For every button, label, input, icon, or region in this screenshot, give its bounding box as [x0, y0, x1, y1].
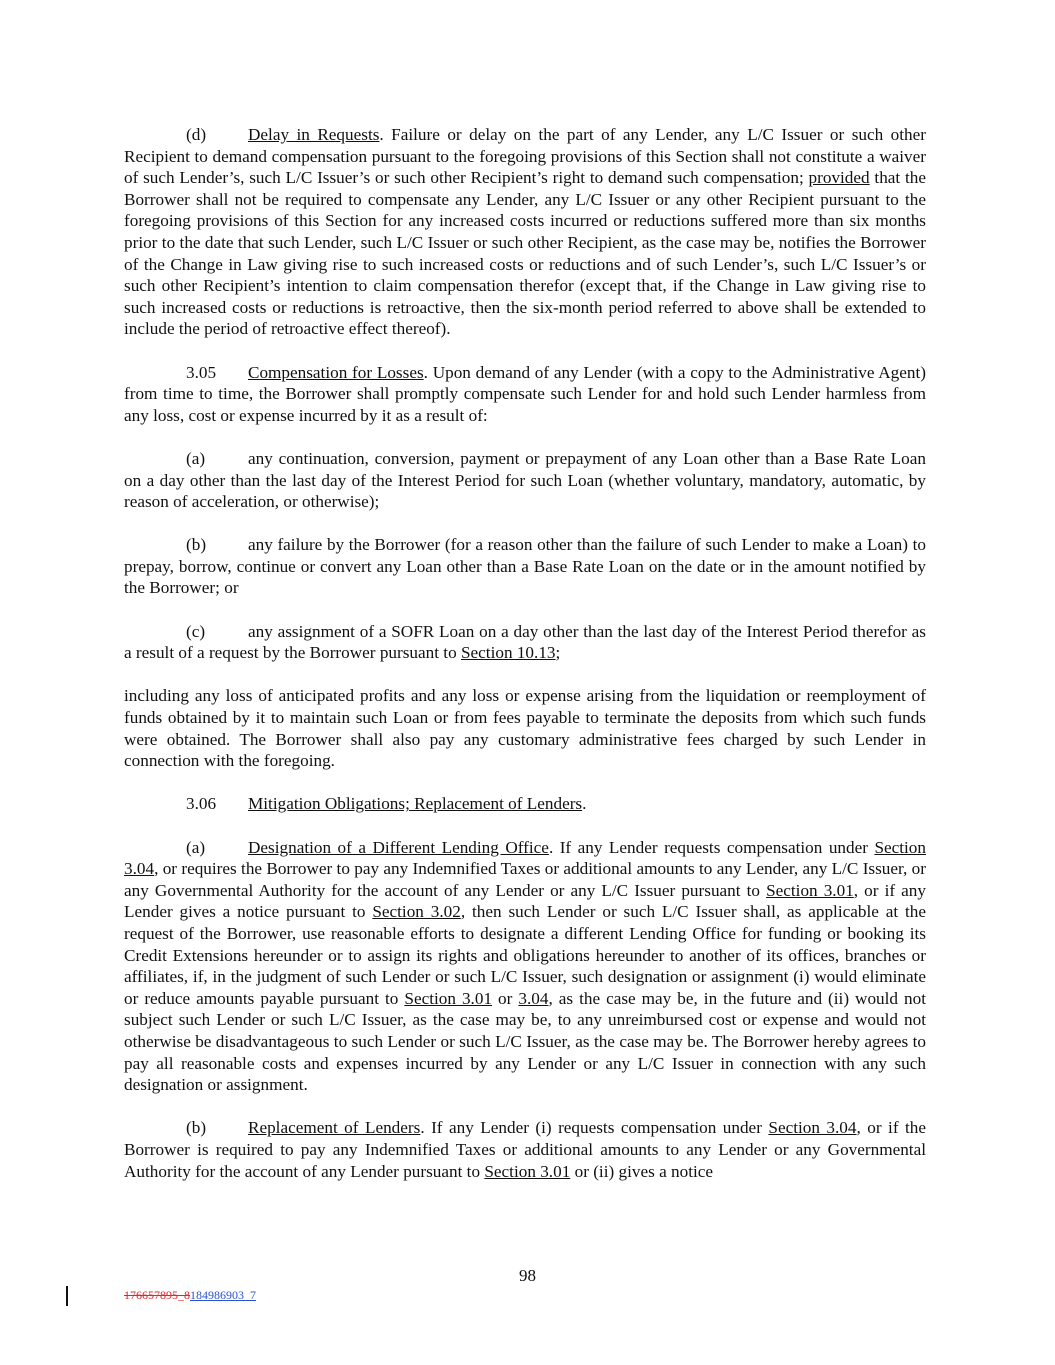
- document-id-deleted: 176657895_8: [124, 1288, 190, 1302]
- section-number: 3.06: [186, 794, 217, 814]
- document-id: [124, 1288, 256, 1303]
- section-3-05-a: (a) any continuation, conversion, payment or prepayment of any Loan other than a Base Rate Loan on a day other than the last day of the Interest Period for such Loan (whether voluntary, mandatory, automatic, by reason of acceleration, or otherwise);: [124, 448, 926, 512]
- provided-term: provided: [808, 168, 870, 188]
- section-reference: Section 3.01: [766, 880, 854, 900]
- section-reference: Section 3.04: [124, 837, 926, 879]
- clause-label: (a): [186, 448, 206, 468]
- clause-label: (b): [186, 535, 207, 555]
- section-3-05-c: (c) any assignment of a SOFR Loan on a day other than the last day of the Interest Period therefor as a result of a request by the Borrower pursuant to Section 10.13;: [124, 621, 926, 663]
- section-heading: Mitigation Obligations; Replacement of Lenders: [248, 794, 583, 814]
- paragraph-d-delay-in-requests: (d) Delay in Requests. Failure or delay on the part of any Lender, any L/C Issuer or such other Recipient to demand compensation pursuant to the foregoing provisions of this Section shall not constitute a waiver of such Lender’s, such L/C Issuer’s or such other Recipient’s right to demand such compensation; provided that the Borrower shall not be required to compensate any Lender, any L/C Issuer or any other Recipient pursuant to the foregoing provisions of this Section for any increased costs incurred or reductions suffered more than six months prior to the date that such Lender, such L/C Issuer or such other Recipient, as the case may be, notifies the Borrower of the Change in Law giving rise to such increased costs or reductions and of such Lender’s, such L/C Issuer’s or such other Recipient’s intention to claim compensation therefor (except that, if the Change in Law giving rise to such increased costs or reductions is retroactive, then the six-month period referred to above shall be extended to include the period of retroactive effect thereof).: [124, 125, 926, 339]
- section-reference: 3.04: [518, 988, 549, 1008]
- section-3-05: 3.05 Compensation for Losses. Upon demand of any Lender (with a copy to the Administrative Agent) from time to time, the Borrower shall promptly compensate such Lender for and hold such Lender harmless from any loss, cost or expense incurred by it as a result of:: [124, 362, 926, 425]
- clause-label: (c): [186, 621, 206, 641]
- section-3-05-b: (b) any failure by the Borrower (for a reason other than the failure of such Lender to make a Loan) to prepay, borrow, continue or convert any Loan other than a Base Rate Loan on the date or in the amount notified by the Borrower; or: [124, 535, 926, 598]
- clause-heading: Delay in Requests: [248, 125, 380, 144]
- section-reference: Section 3.01: [484, 1161, 571, 1181]
- section-3-06-a: (a) Designation of a Different Lending Office. If any Lender requests compensation under Section 3.04, or requires the Borrower to pay any Indemnified Taxes or additional amounts to any Lender, any L/C Issuer, or any Governmental Authority for the account of any Lender or any L/C Issuer pursuant to Section 3.01, or if any Lender gives a notice pursuant to Section 3.02, then such Lender or such L/C Issuer shall, as applicable at the request of the Borrower, use reasonable efforts to designate a different Lending Office for funding or booking its Credit Extensions hereunder or to assign its rights and obligations hereunder to another of its offices, branches or affiliates, if, in the judgment of such Lender or such L/C Issuer, such designation or assignment (i) would eliminate or reduce amounts payable pursuant to Section 3.01 or 3.04, as the case may be, in the future and (ii) would not subject such Lender or such L/C Issuer, as the case may be, to any unreimbursed cost or expense and would not otherwise be disadvantageous to such Lender or such L/C Issuer, as the case may be. The Borrower hereby agrees to pay all reasonable costs and expenses incurred by any Lender or any L/C Issuer in connection with any such designation or assignment.: [124, 837, 926, 1095]
- clause-label: (b): [186, 1118, 207, 1138]
- page-number: 98: [519, 1266, 536, 1285]
- section-reference: Section 3.01: [404, 988, 493, 1008]
- section-reference: Section 10.13: [460, 643, 556, 663]
- section-reference: Section 3.04: [768, 1118, 857, 1138]
- section-number: 3.05: [186, 362, 217, 382]
- section-3-06: 3.06 Mitigation Obligations; Replacement of Lenders.: [186, 794, 587, 814]
- document-id-inserted: 184986903_7: [190, 1288, 256, 1302]
- section-3-05-tail: including any loss of anticipated profits and any loss or expense arising from the liquidation or reemployment of funds obtained by it to maintain such Loan or from fees payable to terminate the deposits from which such funds were obtained. The Borrower shall also pay any customary administrative fees charged by such Lender in connection with the foregoing.: [124, 686, 926, 771]
- clause-label: (a): [186, 837, 206, 857]
- clause-heading: Designation of a Different Lending Office: [248, 837, 549, 857]
- revision-change-bar: [66, 1286, 68, 1306]
- document-page: [124, 124, 926, 1204]
- clause-heading: Replacement of Lenders: [248, 1118, 421, 1138]
- section-3-06-b: (b) Replacement of Lenders. If any Lender (i) requests compensation under Section 3.04, or if the Borrower is required to pay any Indemnified Taxes or additional amounts to any Lender or any Governmental Authority for the account of any Lender pursuant to Section 3.01 or (ii) gives a notice: [124, 1118, 926, 1181]
- clause-label: (d): [186, 125, 207, 144]
- section-reference: Section 3.02: [372, 902, 461, 922]
- section-heading: Compensation for Losses: [248, 362, 424, 382]
